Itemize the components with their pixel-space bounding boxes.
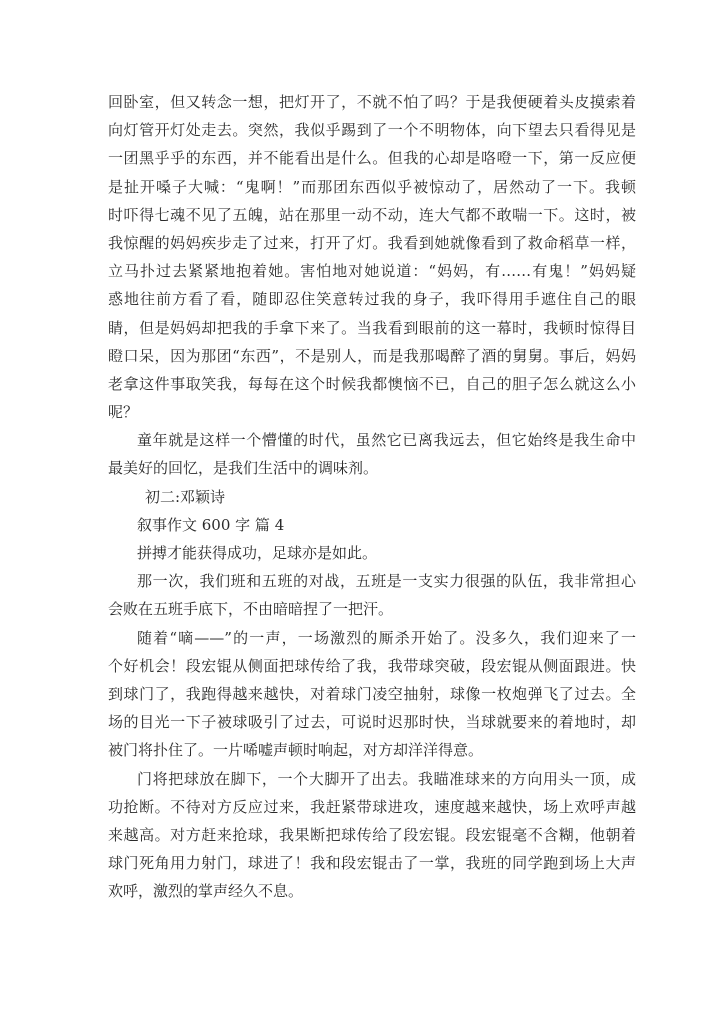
paragraph-start: 随着“嘀——”的一声，一场激烈的厮杀开始了。没多久，我们迎来了一 <box>137 628 636 647</box>
text-line: 回卧室，但又转念一想，把灯开了，不就不怕了吗？于是我便硬着头皮摸索着 <box>108 93 636 111</box>
text-line: 来越高。对方赶来抢球，我果断把球传给了段宏锟。段宏锟毫不含糊，他朝着 <box>108 825 636 844</box>
text-line: 功抢断。不待对方反应过来，我赶紧带球进攻，速度越来越快，场上欢呼声越 <box>108 797 636 816</box>
text-line: 呢？ <box>108 403 139 422</box>
document-page <box>108 88 636 905</box>
text-line: 球门死角用力射门，球进了！我和段宏锟击了一掌，我班的同学跑到场上大声 <box>108 854 636 873</box>
text-line: 老拿这件事取笑我，每每在这个时候我都懊恼不已，自己的胆子怎么就这么小 <box>108 374 636 393</box>
section-heading: 叙事作文 600 字 篇 4 <box>137 515 285 534</box>
text-line: 睛，但是妈妈却把我的手拿下来了。当我看到眼前的这一幕时，我顿时惊得目 <box>108 318 636 337</box>
author-line: 初二:邓颖诗 <box>145 487 226 506</box>
paragraph-start: 那一次，我们班和五班的对战，五班是一支实力很强的队伍，我非常担心 <box>137 572 636 591</box>
text-line: 被门将扑住了。一片唏嘘声顿时响起，对方却洋洋得意。 <box>108 741 484 760</box>
text-line: 是扯开嗓子大喊：“鬼啊！”而那团东西似乎被惊动了，居然动了一下。我顿 <box>108 177 636 196</box>
text-line: 惑地往前方看了看，随即忍住笑意转过我的身子，我吓得用手遮住自己的眼 <box>108 290 636 309</box>
text-line: 我惊醒的妈妈疾步走了过来，打开了灯。我看到她就像看到了救命稻草一样， <box>108 233 636 252</box>
text-line: 场的目光一下子被球吸引了过去，可说时迟那时快，当球就要来的着地时，却 <box>108 713 636 732</box>
text-line: 立马扑过去紧紧地抱着她。害怕地对她说道：“妈妈，有……有鬼！”妈妈疑 <box>108 262 636 281</box>
paragraph-start: 拼搏才能获得成功，足球亦是如此。 <box>137 544 378 562</box>
text-line: 向灯管开灯处走去。突然，我似乎踢到了一个不明物体，向下望去只看得见是 <box>108 121 636 140</box>
text-line: 到球门了，我跑得越来越快，对着球门凌空抽射，球像一枚炮弹飞了过去。全 <box>108 684 636 703</box>
text-line: 会败在五班手底下，不由暗暗捏了一把汗。 <box>108 600 394 619</box>
paragraph-start: 童年就是这样一个懵懂的时代，虽然它已离我远去，但它始终是我生命中 <box>137 431 636 450</box>
text-line: 一团黑乎乎的东西，并不能看出是什么。但我的心却是咯噔一下，第一反应便 <box>108 149 636 168</box>
text-line: 个好机会！段宏锟从侧面把球传给了我，我带球突破，段宏锟从侧面跟进。快 <box>108 656 636 675</box>
text-line: 最美好的回忆，是我们生活中的调味剂。 <box>108 459 379 478</box>
text-line: 欢呼，激烈的掌声经久不息。 <box>108 882 304 901</box>
text-line: 瞪口呆，因为那团“东西”，不是别人，而是我那喝醉了酒的舅舅。事后，妈妈 <box>108 346 636 365</box>
text-line: 时吓得七魂不见了五魄，站在那里一动不动，连大气都不敢喘一下。这时，被 <box>108 205 636 224</box>
paragraph-start: 门将把球放在脚下，一个大脚开了出去。我瞄准球来的方向用头一顶，成 <box>137 769 636 788</box>
